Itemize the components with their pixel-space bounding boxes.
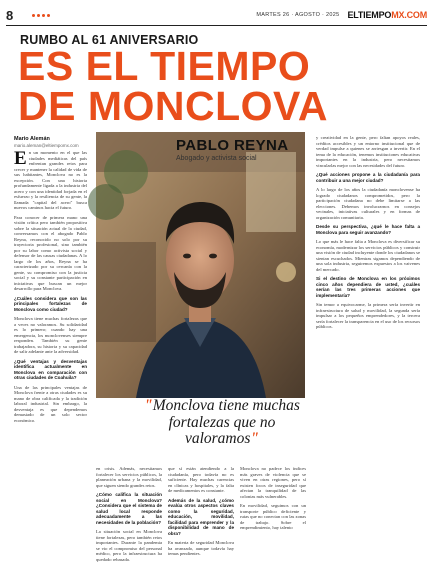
interview-question: ¿Cómo califica la situación social en Monclova? ¿Considera que el sistema de salud local responde adecuadamente a las necesidades de la población? bbox=[96, 492, 162, 525]
interviewee-credit bbox=[176, 137, 288, 162]
body-paragraph: En movilidad, seguimos con un transporte público deficiente y rutas que no conectan con las zonas de trabajo. Sobre el emprendimiento, hay talento bbox=[240, 503, 306, 530]
article-column-3 bbox=[96, 466, 162, 562]
quote-close-mark: " bbox=[250, 430, 260, 447]
interviewee-photo bbox=[96, 132, 305, 398]
interviewee-role: Abogado y activista social bbox=[176, 155, 257, 162]
article-column-2 bbox=[316, 135, 420, 554]
body-paragraph: y creatividad en la gente, pero faltan apoyos reales, créditos accesibles y un entorno institucional que de verdad impulse a quienes se arriesgan a invertir. En el tema de la educación, tenemos instituciones educativas importantes en la industria, pero necesitamos vincularlas mejor con las necesidades del futuro. bbox=[316, 135, 420, 168]
lead-paragraph: En un momento en el que las ciudades mediáticas del país enfrentan grandes retos para crecer y mantener la calidad de vida de sus habitantes, Monclova no es la excepción. Con una historia profundamente ligada a la industria del acero y con una identidad forjada en el esfuerzo y la resiliencia de su gente, la llamada "capital del acero" busca nuevos caminos hacia el futuro. bbox=[14, 148, 87, 210]
body-paragraph: Para conocer de primera mano una visión crítica pero también propositiva sobre la situación actual de la ciudad, conversamos con el abogado Pablo Reyna, reconocido no solo por su trayectoria profesional, sino también por su labor como activista social y defensor de las causas ciudadanas. A lo largo de los años, Reyna se ha caracterizado por su cercanía con la gente, su compromiso con la justicia social y su constante participación en iniciativas que buscan un mejor desarrollo para Monclova. bbox=[14, 214, 87, 291]
interview-answer: Monclova tiene muchas fortalezas que a veces no valoramos. Su solidaridad es lo primero; cuando hay una emergencia, los monclovenses siempre responden. También su gente trabajadora, su historia y su capacidad de salir adelante ante la adversidad. bbox=[14, 316, 87, 354]
header-rule bbox=[6, 25, 427, 26]
newspaper-brand[interactable] bbox=[347, 10, 427, 20]
author-email[interactable]: mario.aleman@eltiempomx.com bbox=[14, 143, 79, 148]
author-byline bbox=[14, 136, 84, 148]
brand-main: ELTIEMPO bbox=[347, 10, 392, 20]
portrait-photo-illustration bbox=[96, 132, 305, 398]
article-headline bbox=[18, 43, 328, 129]
interview-answer: En materia de seguridad Monclova ha avanzado, aunque todavía hay temas pendientes. bbox=[168, 540, 234, 556]
interview-question: Si el destino de Monclova en los próximos cinco años dependiera de usted, ¿cuáles serían las tres primeras acciones que implementaría? bbox=[316, 276, 420, 298]
interview-question: Desde su perspectiva, ¿qué le hace falta a Monclova para seguir avanzando? bbox=[316, 224, 420, 235]
drop-cap: E bbox=[14, 148, 27, 169]
article-column-5 bbox=[240, 466, 306, 554]
interviewee-name: PABLO REYNA bbox=[176, 137, 289, 154]
interview-question: ¿Cuáles considera que son las principales fortalezas de Monclova como ciudad? bbox=[14, 295, 87, 312]
interview-answer: Sin temor a equivocarme, la primera sería invertir en infraestructura de salud y movilidad, la segunda sería impulsar a los pequeños emprendedores, y la tercera sería fortalecer la transparencia en el uso de los recursos públicos. bbox=[316, 302, 420, 329]
headline-line-1: ES EL TIEMPO bbox=[18, 43, 311, 89]
pull-quote-text: Monclova tiene muchas fortalezas que no valoramos bbox=[152, 397, 300, 447]
pull-quote bbox=[138, 398, 306, 448]
body-paragraph: Monclova no padece los índices más graves de violencia que se viven en otras regiones, pero sí existen focos de inseguridad que afectan la tranquilidad de las colonias más vulnerables. bbox=[240, 466, 306, 499]
header-dots-ornament bbox=[32, 14, 50, 17]
page-header bbox=[6, 6, 427, 24]
interview-answer: Una de las principales ventajas de Monclova frente a otras ciudades es su mano de obra calificada y la tradición laboral industrial. Sin embargo, la desventaja es que dependemos demasiado de un solo sector económico. bbox=[14, 384, 87, 423]
body-paragraph: en crisis. Además, necesitamos fortalecer los servicios públicos, la planeación urbana y la movilidad, que siguen siendo grandes retos. bbox=[96, 466, 162, 488]
issue-date: MARTES 26 · AGOSTO · 2025 bbox=[256, 12, 340, 18]
headline-line-2: DE MONCLOVA bbox=[18, 83, 328, 129]
interview-answer: Lo que más le hace falta a Monclova es diversificar su economía, modernizar los servicios públicos y construir una visión de ciudad incluyente donde los ciudadanos se sientan escuchados. Mientras sigamos dependiendo de una sola industria, seguiremos expuestos a los vaivenes del mercado. bbox=[316, 239, 420, 272]
body-paragraph: que sí están atendiendo a la ciudadanía, pero todavía no es suficiente. Hay muchas carencias en clínicas y hospitales, y la falta de medicamentos es constante. bbox=[168, 466, 234, 493]
interview-answer: A lo largo de los años la ciudadanía monclovense ha logrado ciudadanos comprometidos, pero la participación ciudadana no debe limitarse a las elecciones. Debemos involucrarnos en consejos vecinales, iniciativas culturales y en formas de organización comunitaria. bbox=[316, 187, 420, 220]
brand-suffix: MX.COM bbox=[391, 10, 427, 20]
interview-question: ¿Qué acciones propone a la ciudadanía para contribuir a una mejor ciudad? bbox=[316, 172, 420, 183]
page-number: 8 bbox=[6, 7, 14, 23]
interview-question: Además de la salud, ¿cómo evalúa otros aspectos claves como la seguridad, educación, movilidad, facilidad para emprender y la disponibilidad de mano de obra? bbox=[168, 497, 234, 536]
interview-question: ¿Qué ventajas y desventajas identifica actualmente en Monclova en comparación con otras ciudades de Coahuila? bbox=[14, 358, 87, 380]
interview-answer: La situación social en Monclova tiene fortalezas, pero también retos importantes. Durante la pandemia se vio el compromiso del personal médico, pero la infraestructura ha quedado rebasada. bbox=[96, 529, 162, 562]
article-column-1 bbox=[14, 150, 87, 554]
article-kicker: RUMBO AL 61 ANIVERSARIO bbox=[20, 33, 199, 47]
author-name: Mario Alemán bbox=[14, 136, 50, 142]
quote-open-mark: " bbox=[144, 397, 153, 414]
article-column-4 bbox=[168, 466, 234, 554]
